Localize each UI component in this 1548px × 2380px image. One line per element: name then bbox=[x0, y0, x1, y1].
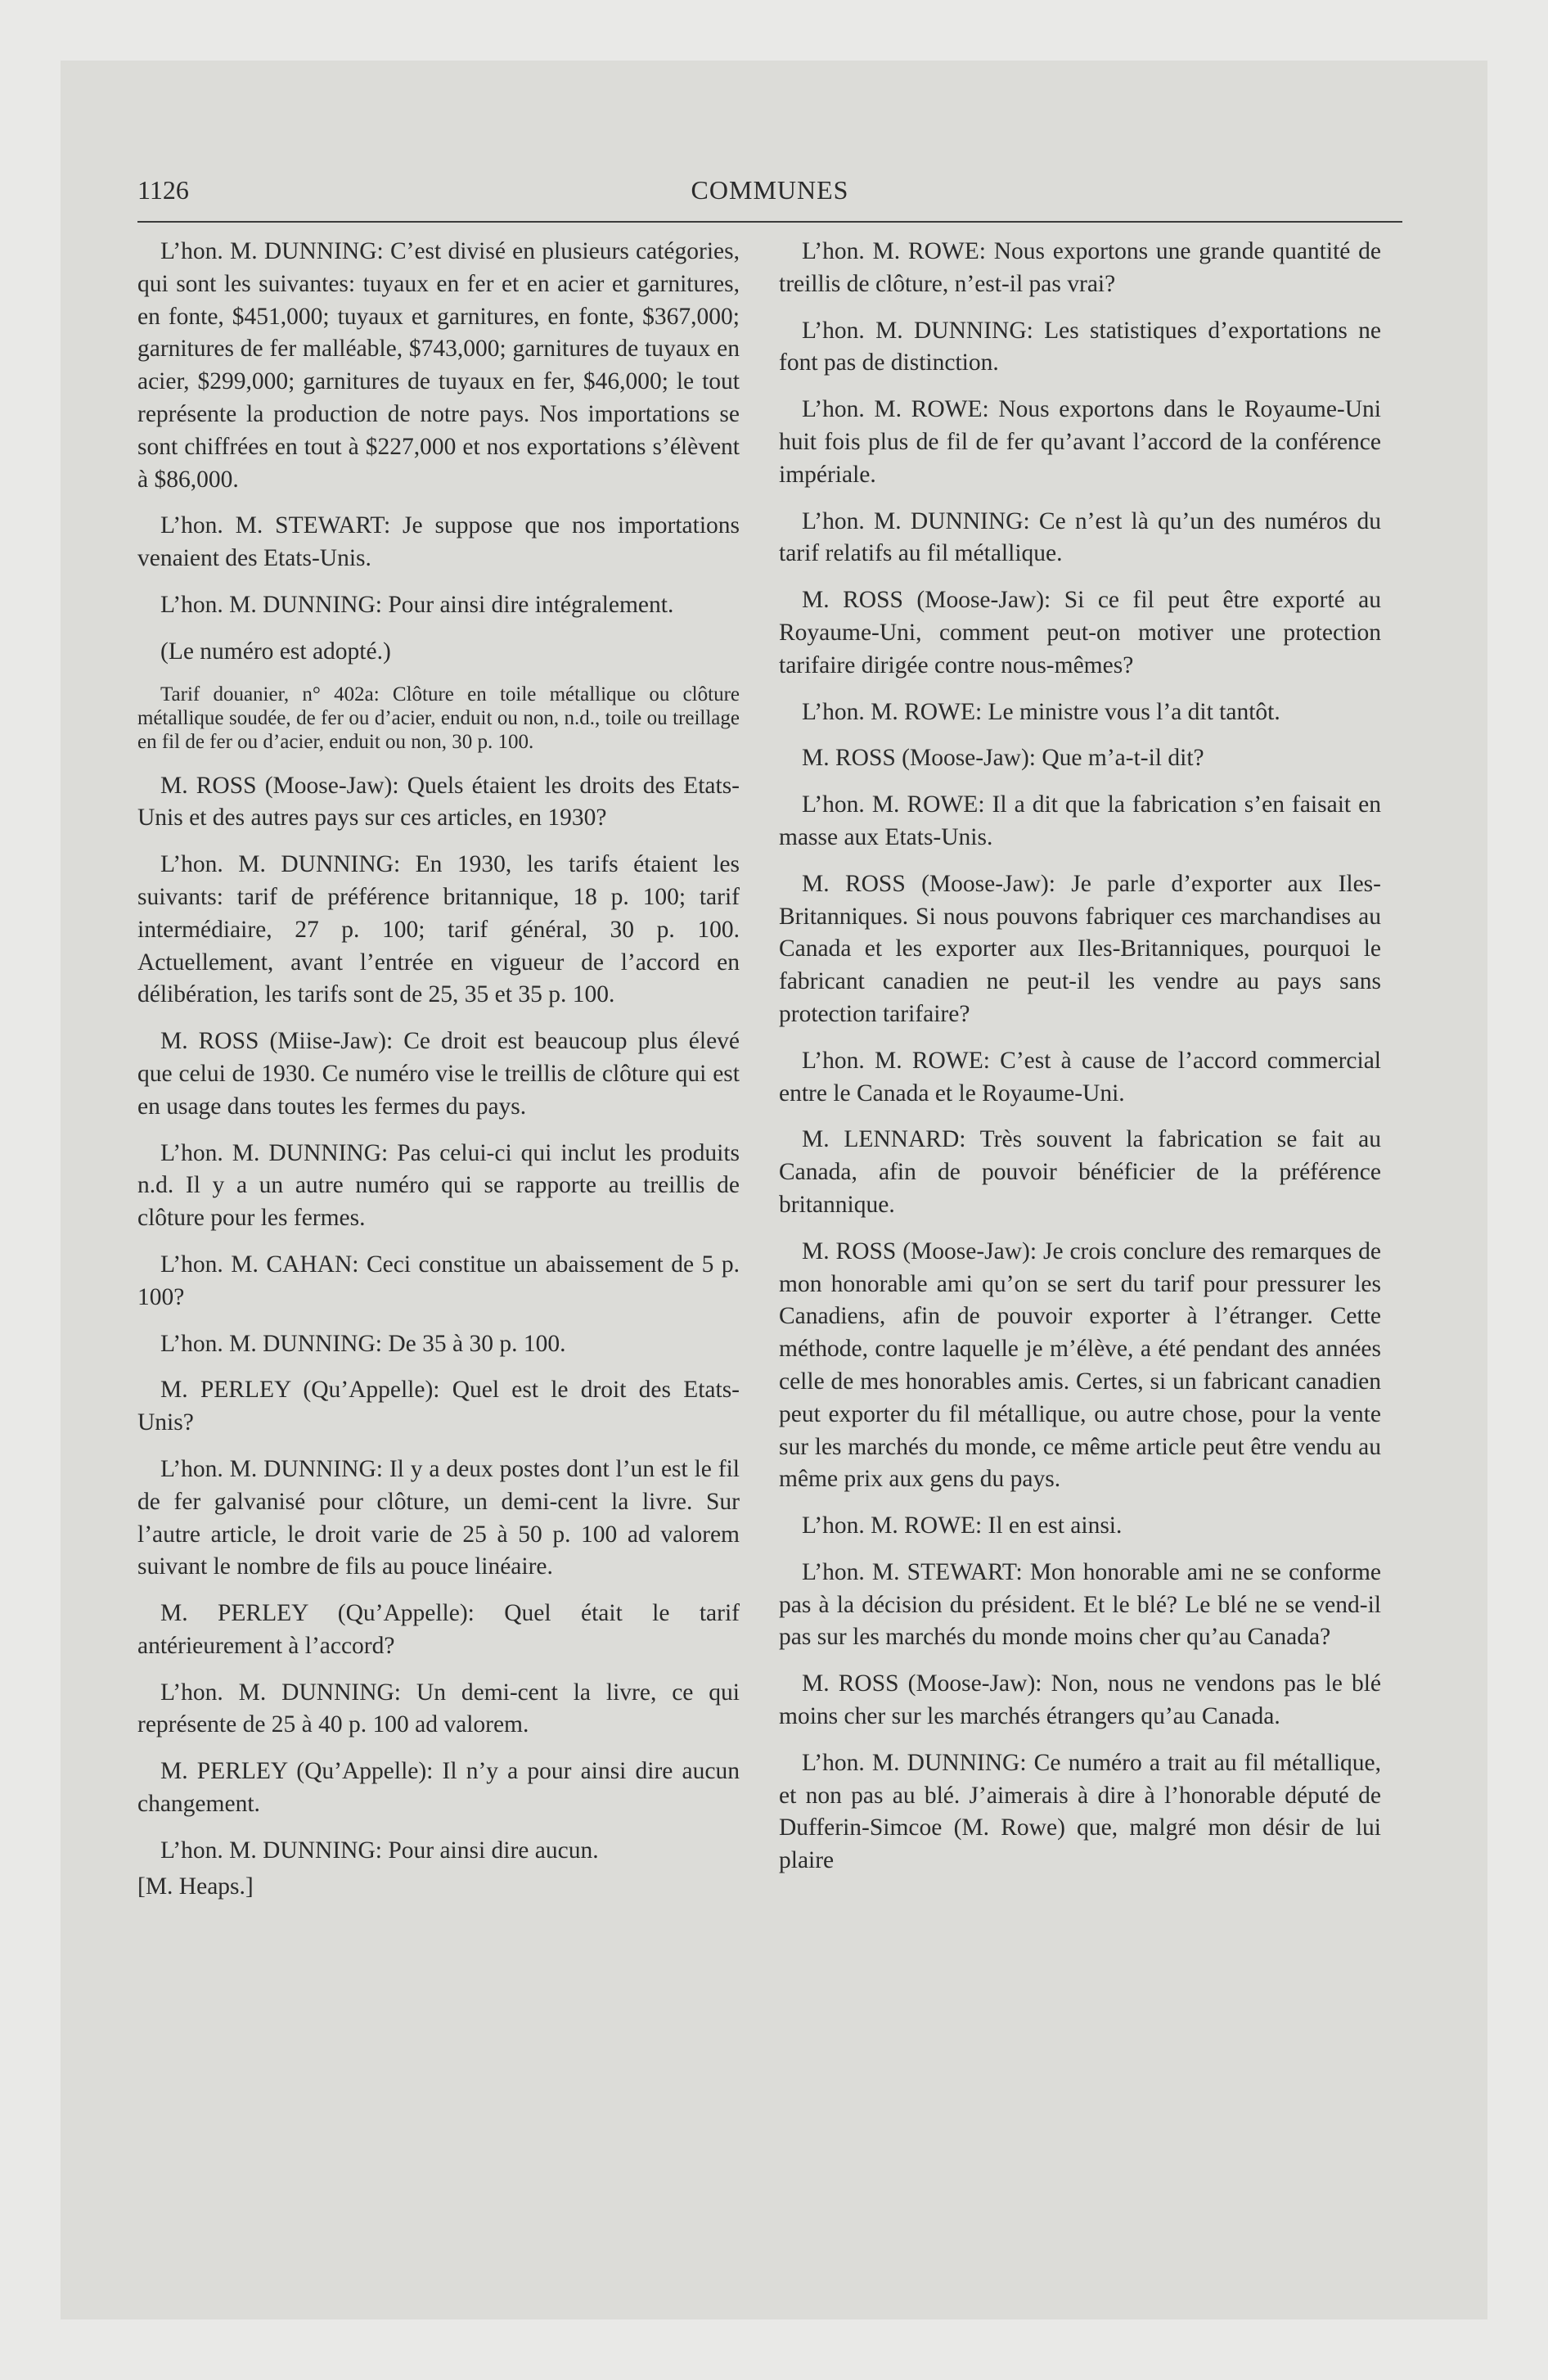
header-rule bbox=[137, 221, 1402, 223]
paragraph: L’hon. M. DUNNING: En 1930, les tarifs étaient les suivants: tarif de préférence britannique, 18 p. 100; tarif intermédiaire, 27 p. 100; tarif général, 30 p. 100. Actuellement, avant l’entrée en vigueur de l’accord en délibération, les tarifs sont de 25, 35 et 35 p. 100. bbox=[137, 851, 740, 1008]
paragraph: L’hon. M. DUNNING: Il y a deux postes dont l’un est le fil de fer galvanisé pour clôture, un demi-cent la livre. Sur l’autre article, le droit varie de 25 à 50 p. 100 ad valorem suivant le nombre de fils au pouce linéaire. bbox=[137, 1455, 740, 1580]
paragraph: M. PERLEY (Qu’Appelle): Quel était le tarif antérieurement à l’accord? bbox=[137, 1600, 740, 1659]
paragraph: L’hon. M. DUNNING: Un demi-cent la livre, ce qui représente de 25 à 40 p. 100 ad valorem. bbox=[137, 1679, 740, 1738]
running-title: COMMUNES bbox=[691, 175, 849, 205]
paragraph: L’hon. M. ROWE: C’est à cause de l’accord commercial entre le Canada et le Royaume-Uni. bbox=[779, 1047, 1381, 1107]
paragraph: M. ROSS (Moose-Jaw): Non, nous ne vendons pas le blé moins cher sur les marchés étrangers qu’au Canada. bbox=[779, 1670, 1381, 1730]
tariff-item: Tarif douanier, n° 402a: Clôture en toile métallique ou clôture métallique soudée, de fer ou d’acier, enduit ou non, n.d., toile ou treillage en fil de fer ou d’acier, enduit ou non, 30 p. 100. bbox=[137, 683, 740, 753]
page-number: 1126 bbox=[137, 175, 189, 205]
paragraph: L’hon. M. ROWE: Nous exportons une grande quantité de treillis de clôture, n’est-il pas vrai? bbox=[779, 238, 1381, 297]
right-column bbox=[779, 236, 1381, 1891]
paragraph: M. PERLEY (Qu’Appelle): Quel est le droit des Etats-Unis? bbox=[137, 1377, 740, 1436]
speaker-note: [M. Heaps.] bbox=[137, 1873, 254, 1900]
paragraph: L’hon. M. DUNNING: Pas celui-ci qui inclut les produits n.d. Il y a un autre numéro qui se rapporte au treillis de clôture pour les fermes. bbox=[137, 1139, 740, 1232]
paragraph: L’hon. M. DUNNING: Ce numéro a trait au fil métallique, et non pas au blé. J’aimerais à dire à l’honorable député de Dufferin-Simcoe (M. Rowe) que, malgré mon désir de lui plaire bbox=[779, 1749, 1381, 1874]
paragraph: L’hon. M. DUNNING: Les statistiques d’exportations ne font pas de distinction. bbox=[779, 317, 1381, 376]
paragraph: M. ROSS (Moose-Jaw): Je parle d’exporter aux Iles-Britanniques. Si nous pouvons fabriquer ces marchandises au Canada et les exporter aux Iles-Britanniques, pourquoi le fabricant canadien ne peut-il les vendre au pays sans protection tarifaire? bbox=[779, 870, 1381, 1027]
paragraph: L’hon. M. DUNNING: C’est divisé en plusieurs catégories, qui sont les suivantes: tuyaux en fer et en acier et garnitures, en fonte, $451,000; tuyaux et garnitures, en fonte, $367,000; garnitures de fer malléable, $743,000; garnitures de tuyaux en acier, $299,000; garnitures de tuyaux en fer, $46,000; le tout représente la production de notre pays. Nos importations se sont chiffrées en tout à $227,000 et nos exportations s’élèvent à $86,000. bbox=[137, 238, 740, 493]
paragraph: L’hon. M. DUNNING: Pour ainsi dire intégralement. bbox=[160, 591, 674, 618]
paragraph: L’hon. M. STEWART: Je suppose que nos importations venaient des Etats-Unis. bbox=[137, 512, 740, 572]
paragraph: M. PERLEY (Qu’Appelle): Il n’y a pour ainsi dire aucun changement. bbox=[137, 1758, 740, 1818]
paragraph: L’hon. M. DUNNING: Ce n’est là qu’un des numéros du tarif relatifs au fil métallique. bbox=[779, 507, 1381, 567]
paragraph: L’hon. M. CAHAN: Ceci constitue un abaissement de 5 p. 100? bbox=[137, 1251, 740, 1310]
paragraph: L’hon. M. ROWE: Il en est ainsi. bbox=[802, 1512, 1123, 1539]
paragraph: L’hon. M. STEWART: Mon honorable ami ne se conforme pas à la décision du président. Et le blé? Le blé ne se vend-il pas sur les marchés du monde moins cher qu’au Canada? bbox=[779, 1558, 1381, 1651]
paragraph: L’hon. M. ROWE: Nous exportons dans le Royaume-Uni huit fois plus de fil de fer qu’avant l’accord de la conférence impériale. bbox=[779, 396, 1381, 488]
paragraph: M. LENNARD: Très souvent la fabrication se fait au Canada, afin de pouvoir bénéficier de la préférence britannique. bbox=[779, 1126, 1381, 1218]
paragraph: M. ROSS (Moose-Jaw): Que m’a-t-il dit? bbox=[802, 745, 1204, 772]
paragraph: L’hon. M. ROWE: Il a dit que la fabrication s’en faisait en masse aux Etats-Unis. bbox=[779, 791, 1381, 850]
paragraph: L’hon. M. DUNNING: De 35 à 30 p. 100. bbox=[160, 1330, 566, 1357]
paragraph: M. ROSS (Miise-Jaw): Ce droit est beaucoup plus élevé que celui de 1930. Ce numéro vise le treillis de clôture qui est en usage dans toutes les fermes du pays. bbox=[137, 1028, 740, 1120]
page-header bbox=[137, 175, 1402, 214]
paragraph: M. ROSS (Moose-Jaw): Quels étaient les droits des Etats-Unis et des autres pays sur ces articles, en 1930? bbox=[137, 772, 740, 832]
paragraph: (Le numéro est adopté.) bbox=[160, 638, 391, 665]
paragraph: M. ROSS (Moose-Jaw): Je crois conclure des remarques de mon honorable ami qu’on se sert du tarif pour pressurer les Canadiens, afin de pouvoir exporter à l’étranger. Cette méthode, contre laquelle je m’élève, a été pendant des années celle de mes honorables amis. Certes, si un fabricant canadien peut exporter du fil métallique, ou autre chose, pour la vente sur les marchés du monde, ce même article peut être vendu au même prix aux gens du pays. bbox=[779, 1237, 1381, 1493]
paragraph: L’hon. M. ROWE: Le ministre vous l’a dit tantôt. bbox=[802, 698, 1280, 725]
paragraph: L’hon. M. DUNNING: Pour ainsi dire aucun. bbox=[160, 1837, 599, 1864]
left-column bbox=[137, 236, 740, 1917]
paragraph: M. ROSS (Moose-Jaw): Si ce fil peut être exporté au Royaume-Uni, comment peut-on motiver une protection tarifaire dirigée contre nous-mêmes? bbox=[779, 587, 1381, 678]
